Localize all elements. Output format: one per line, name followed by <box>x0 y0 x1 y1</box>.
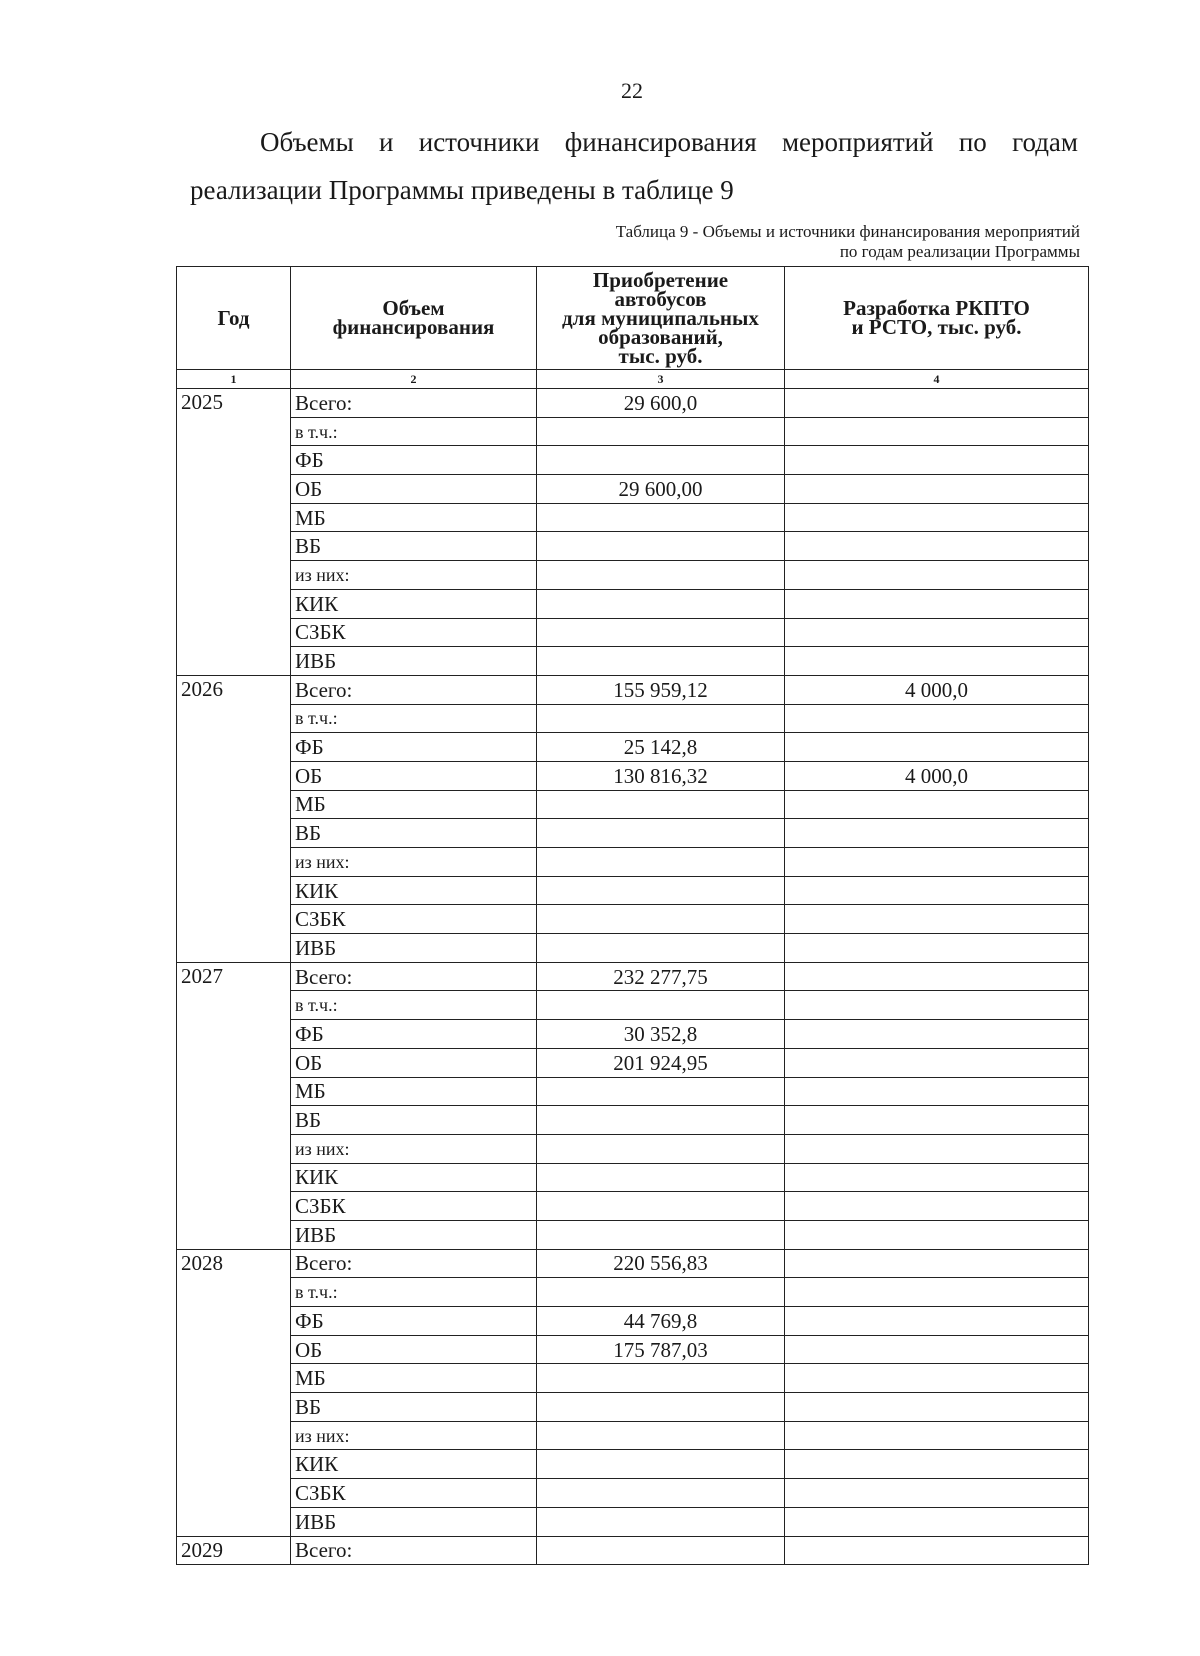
development-value <box>785 589 1089 618</box>
table-row <box>177 790 1089 819</box>
development-value <box>785 905 1089 934</box>
header-development-line: Разработка РКПТО <box>843 296 1030 320</box>
header-year-line: Год <box>217 305 250 330</box>
table-row <box>177 1450 1089 1479</box>
source-label: КИК <box>291 589 537 618</box>
table-row <box>177 417 1089 446</box>
source-label: ФБ <box>291 733 537 762</box>
header-volume <box>291 267 537 370</box>
bus-purchase-value <box>537 503 785 532</box>
source-label: МБ <box>291 1364 537 1393</box>
table-row <box>177 675 1089 704</box>
header-buses-line: автобусов <box>614 286 707 311</box>
bus-purchase-value: 44 769,8 <box>537 1307 785 1336</box>
development-value: 4 000,0 <box>785 761 1089 790</box>
bus-purchase-value <box>537 1220 785 1249</box>
development-value <box>785 1278 1089 1307</box>
source-label: СЗБК <box>291 905 537 934</box>
bus-purchase-value <box>537 618 785 647</box>
table-row <box>177 1421 1089 1450</box>
bus-purchase-value: 175 787,03 <box>537 1335 785 1364</box>
development-value <box>785 1163 1089 1192</box>
development-value <box>785 532 1089 561</box>
column-number-row <box>177 370 1089 389</box>
source-label: ФБ <box>291 1020 537 1049</box>
bus-purchase-value <box>537 790 785 819</box>
table-row <box>177 1163 1089 1192</box>
table-row <box>177 1020 1089 1049</box>
source-label: ФБ <box>291 1307 537 1336</box>
column-number: 2 <box>291 370 537 389</box>
table-row <box>177 532 1089 561</box>
source-label: в т.ч.: <box>291 1278 537 1307</box>
table-row <box>177 962 1089 991</box>
source-label: ВБ <box>291 532 537 561</box>
bus-purchase-value <box>537 561 785 590</box>
header-buses <box>537 267 785 370</box>
bus-purchase-value <box>537 647 785 676</box>
source-label: СЗБК <box>291 1479 537 1508</box>
development-value <box>785 1335 1089 1364</box>
bus-purchase-value <box>537 991 785 1020</box>
bus-purchase-value: 25 142,8 <box>537 733 785 762</box>
bus-purchase-value <box>537 1077 785 1106</box>
table-row <box>177 503 1089 532</box>
bus-purchase-value: 30 352,8 <box>537 1020 785 1049</box>
intro-line-1: Объемы и источники финансирования мероприятий по годам <box>260 127 1078 157</box>
source-label: КИК <box>291 1450 537 1479</box>
table-row <box>177 1278 1089 1307</box>
header-row <box>177 267 1089 370</box>
table-row <box>177 589 1089 618</box>
bus-purchase-value <box>537 589 785 618</box>
bus-purchase-value: 201 924,95 <box>537 1048 785 1077</box>
source-label: ОБ <box>291 475 537 504</box>
bus-purchase-value: 232 277,75 <box>537 962 785 991</box>
development-value <box>785 1106 1089 1135</box>
bus-purchase-value <box>537 876 785 905</box>
table-row <box>177 876 1089 905</box>
development-value <box>785 618 1089 647</box>
source-label: ОБ <box>291 1335 537 1364</box>
table-row <box>177 475 1089 504</box>
development-value <box>785 1393 1089 1422</box>
source-label: ОБ <box>291 761 537 790</box>
header-volume-line: финансирования <box>332 315 495 339</box>
development-value <box>785 417 1089 446</box>
development-value <box>785 389 1089 418</box>
source-label: МБ <box>291 503 537 532</box>
development-value <box>785 1307 1089 1336</box>
source-label: ВБ <box>291 1106 537 1135</box>
source-label: ВБ <box>291 1393 537 1422</box>
bus-purchase-value <box>537 1393 785 1422</box>
bus-purchase-value <box>537 1192 785 1221</box>
table-row <box>177 1393 1089 1422</box>
development-value <box>785 991 1089 1020</box>
bus-purchase-value: 220 556,83 <box>537 1249 785 1278</box>
development-value <box>785 1020 1089 1049</box>
development-value <box>785 1134 1089 1163</box>
development-value <box>785 848 1089 877</box>
table-row <box>177 991 1089 1020</box>
source-label: КИК <box>291 876 537 905</box>
development-value <box>785 1450 1089 1479</box>
bus-purchase-value <box>537 1364 785 1393</box>
bus-purchase-value <box>537 1134 785 1163</box>
development-value <box>785 962 1089 991</box>
development-value <box>785 934 1089 963</box>
year-cell: 2029 <box>177 1536 291 1565</box>
source-label: из них: <box>291 561 537 590</box>
source-label: Всего: <box>291 962 537 991</box>
source-label: Всего: <box>291 1536 537 1565</box>
header-year <box>177 267 291 370</box>
source-label: СЗБК <box>291 1192 537 1221</box>
source-label: Всего: <box>291 389 537 418</box>
table-caption <box>500 222 1080 262</box>
page-number: 22 <box>621 78 643 103</box>
source-label: ВБ <box>291 819 537 848</box>
source-label: МБ <box>291 790 537 819</box>
table-row <box>177 905 1089 934</box>
development-value: 4 000,0 <box>785 675 1089 704</box>
development-value <box>785 733 1089 762</box>
source-label: СЗБК <box>291 618 537 647</box>
table-row <box>177 819 1089 848</box>
development-value <box>785 561 1089 590</box>
source-label: ИВБ <box>291 934 537 963</box>
bus-purchase-value <box>537 704 785 733</box>
bus-purchase-value <box>537 446 785 475</box>
development-value <box>785 1421 1089 1450</box>
table-caption-line-1: Таблица 9 - Объемы и источники финансирования мероприятий <box>615 222 1080 241</box>
bus-purchase-value: 130 816,32 <box>537 761 785 790</box>
development-value <box>785 1048 1089 1077</box>
source-label: ИВБ <box>291 1220 537 1249</box>
table-row <box>177 1307 1089 1336</box>
bus-purchase-value <box>537 1507 785 1536</box>
source-label: Всего: <box>291 1249 537 1278</box>
year-cell: 2027 <box>177 962 291 1249</box>
table-row <box>177 1364 1089 1393</box>
development-value <box>785 1249 1089 1278</box>
year-cell: 2028 <box>177 1249 291 1536</box>
column-number: 3 <box>537 370 785 389</box>
intro-line-2: реализации Программы приведены в таблице 9 <box>190 175 734 205</box>
bus-purchase-value <box>537 1479 785 1508</box>
development-value <box>785 1364 1089 1393</box>
source-label: Всего: <box>291 675 537 704</box>
development-value <box>785 1536 1089 1565</box>
table-row <box>177 1479 1089 1508</box>
development-value <box>785 819 1089 848</box>
header-buses-line: тыс. руб. <box>618 343 703 368</box>
column-number: 1 <box>177 370 291 389</box>
year-cell: 2026 <box>177 675 291 962</box>
header-volume-line: Объем <box>382 296 445 320</box>
table-row <box>177 761 1089 790</box>
development-value <box>785 1192 1089 1221</box>
source-label: из них: <box>291 848 537 877</box>
bus-purchase-value <box>537 1450 785 1479</box>
bus-purchase-value: 155 959,12 <box>537 675 785 704</box>
table-row <box>177 446 1089 475</box>
table-row <box>177 1507 1089 1536</box>
bus-purchase-value <box>537 1278 785 1307</box>
table-row <box>177 1106 1089 1135</box>
source-label: МБ <box>291 1077 537 1106</box>
bus-purchase-value <box>537 1536 785 1565</box>
bus-purchase-value <box>537 1421 785 1450</box>
development-value <box>785 1220 1089 1249</box>
table-body <box>177 389 1089 1565</box>
header-development <box>785 267 1089 370</box>
header-development-line: и РСТО, тыс. руб. <box>851 315 1022 339</box>
bus-purchase-value <box>537 417 785 446</box>
bus-purchase-value <box>537 1106 785 1135</box>
development-value <box>785 475 1089 504</box>
source-label: в т.ч.: <box>291 991 537 1020</box>
source-label: в т.ч.: <box>291 704 537 733</box>
table-row <box>177 704 1089 733</box>
development-value <box>785 503 1089 532</box>
table-row <box>177 1134 1089 1163</box>
year-cell: 2025 <box>177 389 291 676</box>
table-row <box>177 1249 1089 1278</box>
source-label: КИК <box>291 1163 537 1192</box>
financing-table <box>176 266 1089 1565</box>
table-row <box>177 647 1089 676</box>
bus-purchase-value: 29 600,00 <box>537 475 785 504</box>
column-number: 4 <box>785 370 1089 389</box>
header-buses-line: образований, <box>598 324 723 349</box>
development-value <box>785 647 1089 676</box>
source-label: ИВБ <box>291 647 537 676</box>
table-row <box>177 389 1089 418</box>
header-buses-line: Приобретение <box>592 267 729 292</box>
table-row <box>177 733 1089 762</box>
bus-purchase-value <box>537 1163 785 1192</box>
development-value <box>785 1507 1089 1536</box>
development-value <box>785 704 1089 733</box>
table-row <box>177 848 1089 877</box>
development-value <box>785 446 1089 475</box>
bus-purchase-value <box>537 905 785 934</box>
intro-paragraph <box>190 118 1078 214</box>
bus-purchase-value <box>537 848 785 877</box>
table-row <box>177 1335 1089 1364</box>
table-row <box>177 1536 1089 1565</box>
table-row <box>177 618 1089 647</box>
bus-purchase-value: 29 600,0 <box>537 389 785 418</box>
source-label: в т.ч.: <box>291 417 537 446</box>
table-row <box>177 1192 1089 1221</box>
bus-purchase-value <box>537 532 785 561</box>
development-value <box>785 876 1089 905</box>
source-label: ОБ <box>291 1048 537 1077</box>
table-caption-line-2: по годам реализации Программы <box>839 242 1080 261</box>
table-row <box>177 934 1089 963</box>
source-label: из них: <box>291 1421 537 1450</box>
development-value <box>785 1077 1089 1106</box>
header-buses-line: для муниципальных <box>562 305 759 330</box>
table-row <box>177 1048 1089 1077</box>
table-row <box>177 1220 1089 1249</box>
table-row <box>177 561 1089 590</box>
source-label: ИВБ <box>291 1507 537 1536</box>
bus-purchase-value <box>537 819 785 848</box>
bus-purchase-value <box>537 934 785 963</box>
source-label: из них: <box>291 1134 537 1163</box>
development-value <box>785 1479 1089 1508</box>
source-label: ФБ <box>291 446 537 475</box>
development-value <box>785 790 1089 819</box>
table-row <box>177 1077 1089 1106</box>
